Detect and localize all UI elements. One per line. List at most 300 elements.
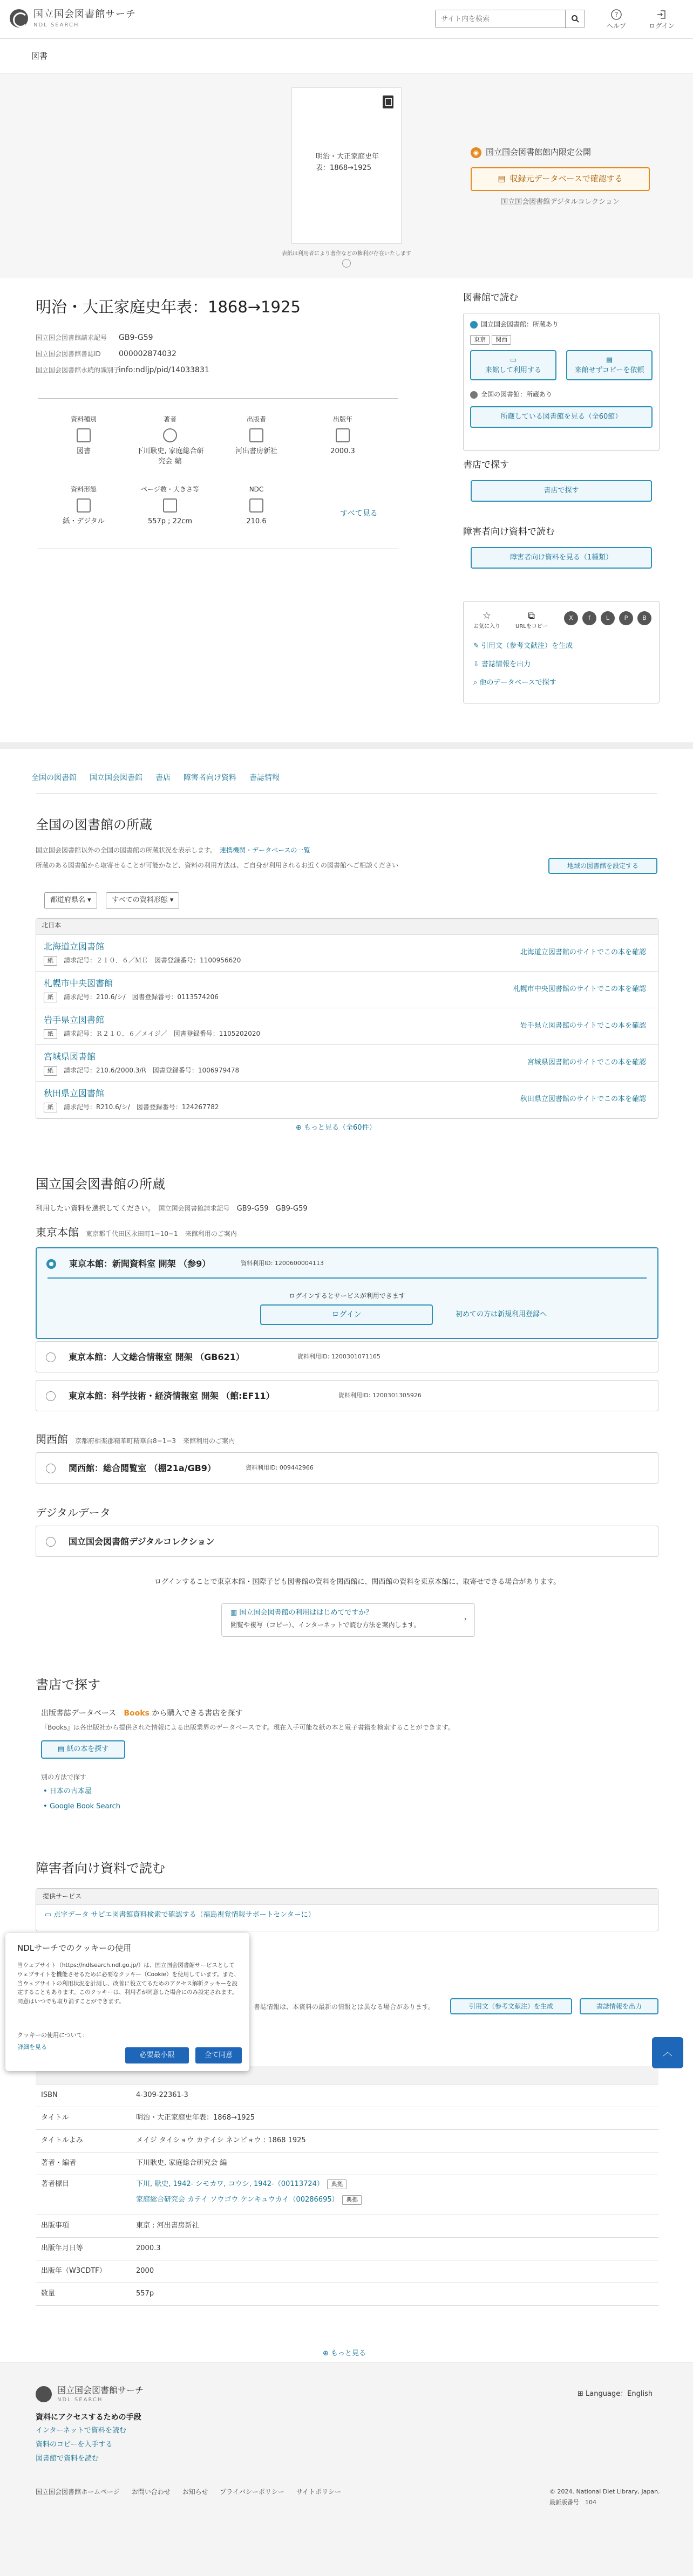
bib-row <box>36 2283 658 2306</box>
footer-link-homepage[interactable]: 国立国会図書館ホームページ <box>36 2488 120 2496</box>
meta-label: 資料形態 <box>70 486 97 493</box>
facebook-icon[interactable]: f <box>582 611 596 625</box>
library-row <box>36 1045 658 1082</box>
meta-ndc <box>221 485 291 527</box>
bib-key: 出版年月日等 <box>41 2244 84 2253</box>
meta-value: 557p ; 22cm <box>147 517 193 526</box>
copy-url-button[interactable] <box>515 609 547 631</box>
login-label: ログイン <box>649 22 675 30</box>
meta-label: ページ数・大きさ等 <box>141 486 199 493</box>
radio-unselected[interactable] <box>46 1537 56 1547</box>
bib-row <box>36 2260 658 2283</box>
kosho-link[interactable]: • 日本の古本屋 <box>43 1787 92 1795</box>
meta-label: 著者 <box>163 415 176 423</box>
ndl-call-label: 国立国会図書館請求記号 <box>158 1205 230 1212</box>
id-label: 国立国会図書館請求記号 <box>36 334 107 341</box>
prefecture-label: 都道府県名 <box>50 896 86 904</box>
visit-label: 来館して利用する <box>485 366 541 374</box>
ndl-call-1: GB9-G59 <box>236 1205 269 1213</box>
plus-icon: ⊕ <box>323 2349 331 2358</box>
copyright: © 2024. National Diet Library, Japan. <box>549 2488 660 2495</box>
bib-more-label: もっと見る <box>331 2349 366 2358</box>
kansai-address: 京都府相楽郡精華町精華台8−1−3 <box>75 1437 176 1445</box>
registration-number: 図書登録番号：1100956620 <box>154 956 241 965</box>
authority-line-1 <box>136 2179 653 2190</box>
library-name[interactable]: 岩手県立図書館 <box>44 1015 105 1025</box>
footer-link-copy[interactable]: 資料のコピーを入手する <box>36 2441 113 2449</box>
transfer-note: ログインすることで東京本館・国際子ども図書館の資料を関西館に、関西館の資料を東京本館に、取寄せできる場合があります。 <box>154 1578 561 1586</box>
logo-subtitle: NDL SEARCH <box>33 22 79 29</box>
logo-title: 国立国会図書館サーチ <box>33 9 136 20</box>
paper-tag: 紙 <box>44 1066 57 1076</box>
format-icon <box>77 498 91 513</box>
paper-book-button[interactable] <box>41 1740 125 1759</box>
call-number: 請求記号：210.6/シ/ <box>64 993 126 1001</box>
authority-link[interactable]: 下川, 耿史, 1942- シモカワ, コウシ, 1942-（00113724） <box>136 2180 321 2188</box>
ndl-item[interactable] <box>36 1380 658 1411</box>
meta-format <box>49 485 119 527</box>
export-link[interactable] <box>473 660 531 670</box>
bib-key: タイトルよみ <box>41 2136 83 2145</box>
version-label: 最新版番号 <box>549 2499 579 2506</box>
books-logo: Books <box>124 1709 150 1718</box>
meta-value: 210.6 <box>246 517 267 526</box>
category-tabbar <box>0 39 693 73</box>
book-icon: ▤ <box>57 1745 67 1753</box>
national-heading: 全国の図書館の所蔵 <box>36 817 152 832</box>
kansai-row <box>36 1432 235 1447</box>
bib-value: 2000.3 <box>136 2244 161 2253</box>
ndl-item[interactable] <box>36 1452 658 1484</box>
bib-value: 2000 <box>136 2267 154 2276</box>
nav-ndl[interactable]: 国立国会図書館 <box>90 774 142 782</box>
book-icon <box>77 428 91 442</box>
bib-key: タイトル <box>41 2114 69 2122</box>
id-value: 000002874032 <box>119 350 176 358</box>
disability-box <box>36 1888 658 1931</box>
cookie-body: 当ウェブサイト（https://ndlsearch.ndl.go.jp/）は、国立国会図書館サービスとしてウェブサイトを機能させるために必要なクッキー（Cookie）を使用しています。また、当ウェブサイトの利用状況を計測し、改善に役立てるためのアクセス解析クッキーを設定することもあります。このクッキーは、利用者が同意した場合にのみ設定されます。同意はいつでも取り消すことができます。 <box>17 1962 240 2005</box>
other-db-link[interactable] <box>473 678 556 688</box>
disability-heading: 障害者向け資料で読む <box>36 1861 165 1876</box>
download-icon: ⇩ <box>473 660 482 668</box>
check-source-db-button[interactable] <box>471 167 650 191</box>
ndl-item-name: 東京本館：科学技術・経済情報室 開架 （館:EF11） <box>69 1391 275 1401</box>
ndl-holding-text: 国立国会図書館：所蔵あり <box>481 320 559 328</box>
disability-materials-button[interactable]: 障害者向け資料を見る（1種類） <box>471 547 652 569</box>
library-name[interactable]: 札幌市中央図書館 <box>44 978 113 988</box>
cookie-title: NDLサーチでのクッキーの使用 <box>17 1943 132 1953</box>
publication-badge <box>471 147 591 159</box>
ndl-item-name: 関西館：総合閲覧室 （棚21a/GB9） <box>69 1463 216 1473</box>
see-all-link[interactable]: すべて見る <box>340 509 378 518</box>
ndl-prompt: 利用したい資料を選択してください。 <box>36 1205 152 1213</box>
help-label: ヘルプ <box>606 22 626 30</box>
meta-label: 資料種別 <box>70 415 97 423</box>
cookie-question: クッキーの使用について： <box>17 2032 89 2039</box>
store-db-suffix: から購入できる書店を探す <box>152 1709 243 1718</box>
meta-value: 2000.3 <box>330 447 355 456</box>
ruler-icon <box>163 498 177 513</box>
cookie-necessary-button[interactable]: 必要最小限 <box>125 2047 189 2063</box>
library-site-link[interactable]: 秋田県立図書館のサイトでこの本を確認 <box>520 1095 646 1103</box>
ndl-item-name: 東京本館：新聞資料室 開架 （参9） <box>69 1259 211 1269</box>
visit-button[interactable] <box>470 350 556 380</box>
ndl-digital-item[interactable] <box>36 1526 658 1557</box>
disability-item-label: 点字データ サピエ図書館資料検索で確認する（福島視覚情報サポートセンターに） <box>53 1911 315 1919</box>
site-footer <box>0 2362 693 2576</box>
calendar-icon <box>336 428 350 442</box>
meta-value: 紙・デジタル <box>63 517 105 526</box>
building-icon <box>249 428 263 442</box>
meta-value[interactable]: 河出書房新社 <box>235 447 277 456</box>
language-switch[interactable] <box>578 2389 653 2400</box>
nav-disability[interactable]: 障害者向け資料 <box>184 774 236 782</box>
meta-publisher <box>221 415 291 457</box>
library-site-link[interactable]: 札幌市中央図書館のサイトでこの本を確認 <box>513 985 646 993</box>
store-db-note: 『Books』は各出版社から提供された情報による出版業界のデータベースです。現在入手可能な紙の本と電子書籍を検索することができます。 <box>41 1724 454 1731</box>
other-methods-label: 別の方法で探す <box>41 1773 87 1781</box>
national-desc-text: 国立国会図書館以外の全国の図書館の所蔵状況を表示します。 <box>36 846 214 854</box>
bib-key: 著者・編者 <box>41 2159 77 2168</box>
bibliographic-table <box>36 2066 658 2306</box>
bib-row <box>36 2107 658 2130</box>
nav-bibliographic[interactable]: 書誌情報 <box>249 774 280 782</box>
registration-number: 図書登録番号：1006979478 <box>152 1067 240 1075</box>
meta-type <box>49 415 119 457</box>
cover-note: 表紙は利用者により著作などの権利が存在いたします <box>282 251 411 257</box>
kosho-label: 日本の古本屋 <box>49 1787 92 1795</box>
authority-tag[interactable]: 典拠 <box>327 2179 346 2189</box>
bib-key: 数量 <box>41 2290 56 2298</box>
version-row <box>549 2498 596 2507</box>
book-open-icon: ▤ <box>498 174 506 184</box>
pocket-icon[interactable]: P <box>619 611 633 625</box>
svg-text:?: ? <box>614 11 619 18</box>
radio-unselected[interactable] <box>46 1464 56 1473</box>
disability-item-link[interactable] <box>36 1905 658 1926</box>
ndl-call-2: GB9-G59 <box>275 1205 308 1213</box>
bib-key: 出版事項 <box>41 2222 70 2230</box>
paper-tag: 紙 <box>44 956 57 966</box>
bib-value: 557p <box>136 2290 154 2298</box>
read-options-box <box>463 313 660 451</box>
bib-key: 著者標目 <box>41 2180 70 2188</box>
region-header: 北日本 <box>36 919 658 935</box>
library-name[interactable]: 宮城県図書館 <box>44 1051 96 1062</box>
disability-heading: 障害者向け資料で読む <box>463 527 555 537</box>
bib-show-more[interactable] <box>323 2349 366 2359</box>
bib-export-button[interactable]: 書誌情報を出力 <box>580 1998 658 2014</box>
footer-logo-title: 国立国会図書館サーチ <box>57 2385 144 2395</box>
bib-key: ISBN <box>41 2091 58 2100</box>
visit-icon: ▭ <box>509 356 517 364</box>
call-number: 請求記号：Ｒ２１０．６／メイジ／ <box>64 1030 167 1038</box>
national-holding-label <box>470 390 552 399</box>
paper-book-label: 紙の本を探す <box>66 1745 109 1753</box>
tag-tokyo: 東京 <box>470 335 490 345</box>
check-source-db-label: 収録元データベースで確認する <box>509 174 623 184</box>
footer-link-news[interactable]: お知らせ <box>182 2488 208 2496</box>
meta-label: NDC <box>249 486 264 493</box>
bib-row <box>36 2085 658 2107</box>
holding-libraries-button[interactable]: 所蔵している図書館を見る（全60館） <box>470 406 653 428</box>
ndl-logo-icon <box>10 9 28 28</box>
meta-size <box>135 485 205 527</box>
tokyo-address: 東京都千代田区永田町1−10−1 <box>86 1230 178 1238</box>
authority-link[interactable]: 家庭総合研究会 カテイ ソウゴウ ケンキュウカイ（00286695） <box>136 2195 336 2204</box>
search-input[interactable] <box>436 10 565 28</box>
braille-icon: ▭ <box>45 1911 54 1919</box>
radio-unselected[interactable] <box>46 1352 56 1362</box>
social-icons <box>564 611 651 625</box>
link-icon: ⧉ <box>528 610 535 621</box>
registration-number: 図書登録番号：1105202020 <box>173 1030 261 1038</box>
radio-unselected[interactable] <box>46 1391 56 1401</box>
ndl-prompt-row <box>36 1204 308 1214</box>
line-icon[interactable]: L <box>601 611 615 625</box>
store-search-button[interactable]: 書店で探す <box>471 480 652 502</box>
google-books-link[interactable]: • Google Book Search <box>43 1802 120 1810</box>
library-site-link[interactable]: 宮城県図書館のサイトでこの本を確認 <box>527 1058 646 1067</box>
meta-value[interactable]: 下川耿史, 家庭総合研究会 編 <box>136 447 204 466</box>
first-time-title: 国立国会図書館の利用ははじめてですか？ <box>239 1609 373 1617</box>
tag-kansai: 関西 <box>492 335 511 345</box>
cite-link[interactable] <box>473 641 573 652</box>
footer-link-visit[interactable]: 図書館で資料を読む <box>36 2455 99 2463</box>
paper-tag: 紙 <box>44 993 57 1002</box>
list-icon <box>249 498 263 513</box>
plus-icon: ⊕ <box>296 1124 304 1132</box>
kansai-heading: 関西館 <box>36 1433 68 1446</box>
bib-note: 書誌情報は、本資料の最新の情報とは異なる場合があります。 <box>254 2003 435 2011</box>
cookie-detail-link[interactable]: 詳細を見る <box>17 2044 47 2051</box>
login-button[interactable] <box>647 9 677 31</box>
google-books-label: Google Book Search <box>49 1802 120 1810</box>
footer-link-read-online[interactable]: インターネットで資料を読む <box>36 2427 126 2435</box>
quote-icon: ✎ <box>473 642 482 650</box>
chevron-up-icon: ︿ <box>663 2047 672 2058</box>
ndl-item-id: 資料利用ID: 1200301071165 <box>297 1353 381 1360</box>
tokyo-heading: 東京本館 <box>36 1226 79 1239</box>
paper-tag: 紙 <box>44 1029 57 1039</box>
cookie-dialog <box>5 1933 249 2071</box>
first-time-card[interactable] <box>221 1603 475 1637</box>
bib-value: 下川耿史, 家庭総合研究会 編 <box>136 2159 227 2168</box>
publication-badge-label: 国立国会図書館館内限定公開 <box>486 147 592 157</box>
footer-link-site-policy[interactable]: サイトポリシー <box>296 2488 341 2496</box>
meta-author <box>135 415 205 467</box>
meta-value: 図書 <box>76 447 91 456</box>
cite-label: 引用文（参考文献注）を生成 <box>481 642 573 650</box>
registration-number: 図書登録番号：0113574206 <box>132 993 219 1001</box>
digital-heading: デジタルデータ <box>36 1506 111 1519</box>
paper-tag: 紙 <box>44 1103 57 1112</box>
bib-value: 4-309-22361-3 <box>136 2091 188 2100</box>
login-icon <box>656 9 668 21</box>
set-region-button[interactable]: 地域の図書館を設定する <box>548 858 657 874</box>
bib-row <box>36 2130 658 2153</box>
kansai-guide-link[interactable]: 来館利用のご案内 <box>183 1437 235 1445</box>
search-button[interactable] <box>565 10 585 28</box>
call-number: 請求記号：２１０．６／ＭＥ <box>64 956 148 965</box>
store-heading: 書店で探す <box>36 1677 100 1692</box>
ndl-holding-label <box>470 320 559 329</box>
x-icon[interactable]: X <box>564 611 578 625</box>
share-box <box>463 601 660 703</box>
footer-link-contact[interactable]: お問い合わせ <box>131 2488 171 2496</box>
meta-year <box>308 415 378 457</box>
book-cover[interactable] <box>291 87 402 244</box>
store-db-row <box>41 1708 242 1719</box>
library-name[interactable]: 秋田県立図書館 <box>44 1088 105 1098</box>
meta-label: 出版年 <box>332 415 352 423</box>
first-time-sub: 閲覧や複写（コピー）、インターネットで読む方法を案内します。 <box>230 1621 420 1629</box>
ndl-icon <box>470 321 478 329</box>
bib-cite-button[interactable]: 引用文（参考文献注）を生成 <box>450 1998 572 2014</box>
footer-bottom-links <box>36 2488 341 2497</box>
ndl-item-id: 資料利用ID: 1200600004113 <box>241 1260 324 1267</box>
tokyo-guide-link[interactable]: 来館利用のご案内 <box>185 1230 237 1238</box>
star-icon: ☆ <box>482 610 492 621</box>
book-icon <box>383 95 393 108</box>
bib-row <box>36 2153 658 2175</box>
call-number: 請求記号：R210.6/シ/ <box>64 1103 130 1111</box>
store-db-title: 出版書誌データベース <box>41 1709 117 1718</box>
version-number: 104 <box>585 2499 596 2506</box>
login-note: ログインするとサービスが利用できます <box>289 1292 405 1300</box>
item-metadata-summary <box>38 398 398 549</box>
format-select[interactable]: すべての資料形態 ▾ <box>106 892 179 909</box>
site-header <box>0 0 693 39</box>
read-heading: 図書館で読む <box>463 292 518 303</box>
site-search <box>435 10 585 28</box>
bib-row <box>36 2175 658 2215</box>
library-icon <box>470 391 478 399</box>
show-more-libraries[interactable] <box>296 1123 376 1133</box>
item-title: 明治・大正家庭史年表：1868→1925 <box>36 298 301 316</box>
help-icon <box>610 9 622 21</box>
library-site-link[interactable]: 北海道立図書館のサイトでこの本を確認 <box>520 948 646 956</box>
ndl-item-name: 国立国会図書館デジタルコレクション <box>69 1536 215 1547</box>
item-divider <box>47 1277 647 1279</box>
tab-book[interactable]: 図書 <box>31 51 48 61</box>
right-panel <box>463 291 660 728</box>
hatena-icon[interactable]: B <box>637 611 651 625</box>
person-icon <box>163 428 177 442</box>
bib-key: 出版年（W3CDTF） <box>41 2267 106 2276</box>
ndl-login-button[interactable]: ログイン <box>260 1304 433 1325</box>
location-tags <box>470 335 511 345</box>
nav-underline <box>36 793 657 794</box>
ndl-heading: 国立国会図書館の所蔵 <box>36 1177 165 1192</box>
zoom-icon[interactable] <box>342 259 351 268</box>
library-list <box>36 918 658 1119</box>
footer-logo[interactable] <box>36 2384 144 2404</box>
cookie-accept-all-button[interactable]: 全て同意 <box>195 2047 242 2063</box>
library-row <box>36 972 658 1008</box>
collection-name: 国立国会図書館デジタルコレクション <box>501 198 620 206</box>
register-link[interactable]: 初めての方は新規利用登録へ <box>456 1310 547 1318</box>
ndl-item-id: 資料利用ID: 009442966 <box>246 1464 314 1471</box>
bib-row <box>36 2215 658 2238</box>
partner-list-link[interactable]: 連携機関・データベースの一覧 <box>220 846 310 854</box>
ndl-item-name: 東京本館：人文総合情報室 開架 （GB621） <box>69 1352 244 1362</box>
library-site-link[interactable]: 岩手県立図書館のサイトでこの本を確認 <box>520 1022 646 1030</box>
authority-line-2 <box>136 2195 653 2205</box>
bib-row <box>36 2238 658 2260</box>
library-name[interactable]: 北海道立図書館 <box>44 941 105 952</box>
id-value: info:ndljp/pid/14033831 <box>119 366 209 374</box>
ndl-item[interactable] <box>36 1341 658 1372</box>
ndl-item-id: 資料利用ID: 1200301305926 <box>338 1392 422 1399</box>
help-button[interactable] <box>601 9 631 31</box>
copy-url-label: URLをコピー <box>515 624 548 630</box>
bib-value[interactable]: 東京 : 河出書房新社 <box>136 2222 199 2230</box>
language-label: Language：English <box>586 2390 653 2398</box>
bib-value: メイジ タイショウ カテイシ ネンピョウ : 1868 1925 <box>136 2136 306 2145</box>
library-row <box>36 1082 658 1118</box>
id-label: 国立国会図書館書誌ID <box>36 350 101 358</box>
export-label: 書誌情報を出力 <box>481 660 531 668</box>
cover-text: 明治・大正家庭史年表：1868→1925 <box>316 153 379 172</box>
search-icon <box>571 15 580 23</box>
tokyo-row <box>36 1225 237 1240</box>
search-icon: ⌕ <box>473 679 480 687</box>
copy-request-label: 来館せずコピーを依頼 <box>574 366 644 374</box>
ndl-logo-icon <box>36 2386 52 2402</box>
globe-icon: ⊞ <box>578 2390 586 2398</box>
show-more-label: もっと見る（全60件） <box>304 1124 376 1132</box>
section-nav <box>31 773 280 783</box>
chevron-right-icon: › <box>464 1615 467 1623</box>
nav-store[interactable]: 書店 <box>155 774 171 782</box>
ndl-item-selected[interactable] <box>36 1247 658 1339</box>
copy-icon: ▤ <box>606 356 613 364</box>
national-desc2: 所蔵のある図書館から取寄せることが可能かなど、資料の利用方法は、ご自身が利用されるお近くの図書館へご相談ください <box>36 862 399 869</box>
library-row <box>36 935 658 972</box>
footer-link-privacy[interactable]: プライバシーポリシー <box>220 2488 284 2496</box>
footer-logo-subtitle: NDL SEARCH <box>57 2397 103 2403</box>
section-divider <box>0 742 693 749</box>
format-label: すべての資料形態 <box>112 896 168 904</box>
favorite-label: お気に入り <box>473 624 500 630</box>
library-icon: ▥ <box>230 1609 240 1617</box>
nav-national-libraries[interactable]: 全国の図書館 <box>31 774 77 782</box>
national-desc <box>36 846 310 855</box>
first-time-title-row <box>230 1608 466 1618</box>
radio-selected[interactable] <box>46 1259 56 1269</box>
site-logo[interactable] <box>10 8 136 30</box>
bib-value[interactable]: 明治・大正家庭史年表：1868→1925 <box>136 2114 255 2122</box>
back-to-top-button[interactable] <box>652 2037 683 2068</box>
library-row <box>36 1008 658 1045</box>
disability-sub: 提供サービス <box>36 1889 658 1905</box>
bib-value <box>131 2179 658 2205</box>
store-heading: 書店で探す <box>463 460 509 470</box>
favorite-button[interactable] <box>473 609 500 631</box>
registration-number: 図書登録番号：124267782 <box>136 1103 219 1111</box>
national-holding-text: 全国の図書館：所蔵あり <box>481 391 553 398</box>
id-label: 国立国会図書館永続的識別子 <box>36 366 120 374</box>
id-value: GB9-G59 <box>119 333 153 342</box>
other-db-label: 他のデータベースで探す <box>479 679 556 687</box>
meta-label: 出版者 <box>246 415 266 423</box>
footer-access-heading: 資料にアクセスするための手段 <box>36 2413 141 2422</box>
prefecture-select[interactable]: 都道府県名 ▾ <box>44 892 97 909</box>
restricted-icon: ◉ <box>471 147 481 158</box>
copy-request-button[interactable] <box>566 350 653 380</box>
authority-tag[interactable]: 典拠 <box>342 2195 362 2205</box>
